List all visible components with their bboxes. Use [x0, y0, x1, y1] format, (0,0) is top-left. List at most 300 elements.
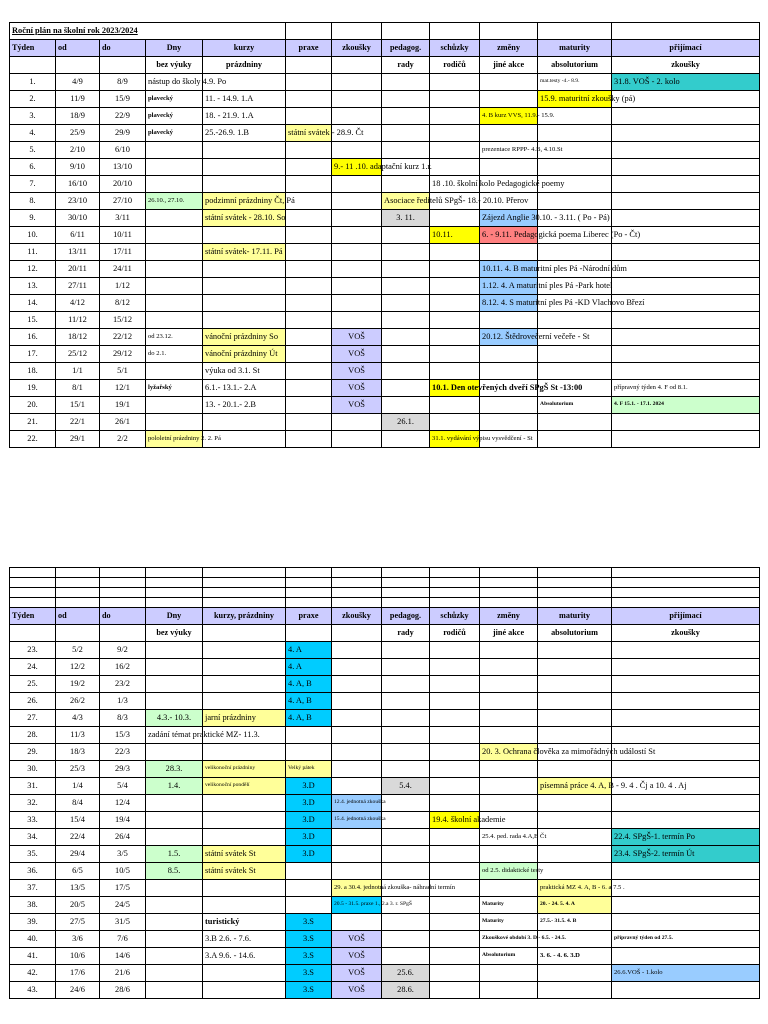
header-week	[10, 57, 56, 74]
cell-admission	[612, 159, 760, 176]
cell-maturity	[538, 193, 612, 210]
cell-from: 26/2	[56, 693, 100, 710]
cell-admission	[612, 329, 760, 346]
cell-parent-meetings	[430, 91, 480, 108]
cell-practice	[286, 278, 332, 295]
cell-days-off	[146, 363, 203, 380]
header-courses: kurzy, prázdniny	[203, 608, 286, 625]
table-row	[10, 227, 760, 244]
table-row	[10, 829, 760, 846]
table-row	[10, 74, 760, 91]
cell-practice: 4. A, B	[286, 710, 332, 727]
table-row	[10, 329, 760, 346]
header-admission: přijímací	[612, 608, 760, 625]
cell-other-events: Zkouškové období 3. D - 6.5. - 24.5.	[480, 931, 538, 948]
cell-courses	[203, 880, 286, 897]
cell-ped-board	[382, 812, 430, 829]
cell-from: 20/5	[56, 897, 100, 914]
cell-from: 27/5	[56, 914, 100, 931]
header-from	[56, 625, 100, 642]
cell-practice	[286, 261, 332, 278]
cell-to: 23/2	[100, 676, 146, 693]
cell-other-events	[480, 846, 538, 863]
cell-days-off: 1.5.	[146, 846, 203, 863]
cell-week: 39.	[10, 914, 56, 931]
cell-parent-meetings	[430, 693, 480, 710]
cell-from: 6/5	[56, 863, 100, 880]
cell-from: 23/10	[56, 193, 100, 210]
cell-days-off: do 2.1.	[146, 346, 203, 363]
cell-ped-board	[382, 931, 430, 948]
cell-week: 42.	[10, 965, 56, 982]
cell-days-off: od 23.12.	[146, 329, 203, 346]
table-row	[10, 397, 760, 414]
cell-exams	[332, 244, 382, 261]
cell-to: 8/12	[100, 295, 146, 312]
cell-from: 1/4	[56, 778, 100, 795]
cell-to: 27/10	[100, 193, 146, 210]
cell-days-off	[146, 159, 203, 176]
cell-admission	[612, 659, 760, 676]
cell-week: 19.	[10, 380, 56, 397]
header-other-events: změny	[480, 608, 538, 625]
cell-other-events	[480, 346, 538, 363]
cell-to: 29/12	[100, 346, 146, 363]
cell-exams: VOŠ	[332, 363, 382, 380]
cell-other-events: od 2.5. didaktické testy	[480, 863, 538, 880]
cell-maturity	[538, 659, 612, 676]
cell-from: 18/3	[56, 744, 100, 761]
table-row	[10, 91, 760, 108]
cell-exams: VOŠ	[332, 982, 382, 999]
header-practice	[286, 57, 332, 74]
cell-maturity	[538, 710, 612, 727]
header-week: Týden	[10, 40, 56, 57]
cell-week: 33.	[10, 812, 56, 829]
cell-days-off	[146, 261, 203, 278]
cell-courses: podzimní prázdniny Čt, Pá	[203, 193, 286, 210]
cell-days-off	[146, 227, 203, 244]
cell-other-events: 20. 3. Ochrana člověka za mimořádných událostí St	[480, 744, 538, 761]
cell-other-events: 25.4. ped. rada 4.A,B Čt	[480, 829, 538, 846]
cell-week: 5.	[10, 142, 56, 159]
cell-admission	[612, 125, 760, 142]
table-row	[10, 676, 760, 693]
cell-other-events: Absolutorium	[480, 948, 538, 965]
cell-exams	[332, 846, 382, 863]
cell-practice: 3.S	[286, 914, 332, 931]
cell-ped-board	[382, 91, 430, 108]
cell-admission	[612, 897, 760, 914]
header-parent-meetings: schůzky	[430, 40, 480, 57]
cell-practice: 3.D	[286, 829, 332, 846]
cell-admission	[612, 642, 760, 659]
cell-week: 16.	[10, 329, 56, 346]
cell-week: 37.	[10, 880, 56, 897]
cell-courses	[203, 159, 286, 176]
cell-other-events: 6. - 9.11. Pedagogická poema Liberec (Po - Čt)	[480, 227, 538, 244]
table-row	[10, 159, 760, 176]
cell-from: 18/9	[56, 108, 100, 125]
cell-admission	[612, 863, 760, 880]
cell-other-events	[480, 312, 538, 329]
cell-parent-meetings	[430, 142, 480, 159]
table-row	[10, 897, 760, 914]
cell-ped-board	[382, 261, 430, 278]
cell-exams: 20.5 - 31.5. praxe 1., 2.a 3. r. SPgŠ	[332, 897, 382, 914]
cell-from: 11/12	[56, 312, 100, 329]
header-maturity: maturity	[538, 608, 612, 625]
cell-maturity	[538, 965, 612, 982]
cell-to: 2/2	[100, 431, 146, 448]
header-from: od	[56, 40, 100, 57]
cell-days-off: 1.4.	[146, 778, 203, 795]
cell-from: 19/2	[56, 676, 100, 693]
cell-from: 12/2	[56, 659, 100, 676]
cell-week: 32.	[10, 795, 56, 812]
cell-to: 5/1	[100, 363, 146, 380]
cell-week: 2.	[10, 91, 56, 108]
cell-from: 16/10	[56, 176, 100, 193]
cell-practice	[286, 346, 332, 363]
page-title: Roční plán na školní rok 2023/2024	[10, 23, 286, 40]
cell-courses: jarní prázdniny	[203, 710, 286, 727]
cell-to: 29/9	[100, 125, 146, 142]
cell-admission: přípravný týden od 27.5.	[612, 931, 760, 948]
cell-other-events	[480, 91, 538, 108]
cell-week: 14.	[10, 295, 56, 312]
cell-courses: 13. - 20.1.- 2.B	[203, 397, 286, 414]
cell-parent-meetings	[430, 125, 480, 142]
cell-from: 20/11	[56, 261, 100, 278]
cell-practice: 3.D	[286, 812, 332, 829]
cell-parent-meetings: 19.4. školní akademie	[430, 812, 480, 829]
cell-from: 25/3	[56, 761, 100, 778]
cell-from: 18/12	[56, 329, 100, 346]
header-exams	[332, 57, 382, 74]
cell-days-off	[146, 210, 203, 227]
table-row	[10, 727, 760, 744]
cell-practice	[286, 880, 332, 897]
cell-practice: 4. A	[286, 659, 332, 676]
cell-exams	[332, 431, 382, 448]
cell-days-off: 8.5.	[146, 863, 203, 880]
cell-week: 29.	[10, 744, 56, 761]
cell-to: 8/9	[100, 74, 146, 91]
cell-ped-board	[382, 74, 430, 91]
cell-admission	[612, 761, 760, 778]
cell-practice: Velký pátek	[286, 761, 332, 778]
cell-maturity: Absolutorium	[538, 397, 612, 414]
header-from	[56, 57, 100, 74]
cell-parent-meetings	[430, 761, 480, 778]
cell-practice: 4. A	[286, 642, 332, 659]
cell-admission	[612, 727, 760, 744]
cell-from: 17/6	[56, 965, 100, 982]
table-row	[10, 414, 760, 431]
header-ped-board: rady	[382, 57, 430, 74]
header-maturity: maturity	[538, 40, 612, 57]
cell-maturity	[538, 795, 612, 812]
plan-table-second-half	[9, 567, 760, 999]
cell-week: 23.	[10, 642, 56, 659]
cell-ped-board	[382, 397, 430, 414]
cell-ped-board	[382, 125, 430, 142]
cell-other-events	[480, 676, 538, 693]
cell-other-events	[480, 880, 538, 897]
cell-to: 5/4	[100, 778, 146, 795]
cell-ped-board	[382, 108, 430, 125]
table-row	[10, 778, 760, 795]
header-practice: praxe	[286, 608, 332, 625]
cell-week: 25.	[10, 676, 56, 693]
cell-maturity	[538, 363, 612, 380]
cell-other-events: Maturity	[480, 914, 538, 931]
cell-other-events	[480, 363, 538, 380]
cell-courses	[203, 982, 286, 999]
cell-week: 21.	[10, 414, 56, 431]
cell-courses: státní svátek- 17.11. Pá	[203, 244, 286, 261]
header-row-1	[10, 40, 760, 57]
cell-from: 5/2	[56, 642, 100, 659]
header-other-events: jiné akce	[480, 57, 538, 74]
header-from: od	[56, 608, 100, 625]
cell-from: 27/11	[56, 278, 100, 295]
cell-parent-meetings: 10.1. Den otevřených dveří SPgŠ St -13:00	[430, 380, 480, 397]
table-row	[10, 710, 760, 727]
cell-days-off: 4.3.- 10.3.	[146, 710, 203, 727]
cell-maturity	[538, 982, 612, 999]
header-other-events: změny	[480, 40, 538, 57]
table-row	[10, 210, 760, 227]
cell-ped-board	[382, 380, 430, 397]
cell-courses: státní svátek St	[203, 846, 286, 863]
header-exams: zkoušky	[332, 608, 382, 625]
cell-ped-board	[382, 642, 430, 659]
cell-to: 10/5	[100, 863, 146, 880]
cell-week: 18.	[10, 363, 56, 380]
cell-admission: 22.4. SPgŠ-1. termín Po	[612, 829, 760, 846]
cell-practice: 3.S	[286, 982, 332, 999]
cell-days-off	[146, 931, 203, 948]
cell-parent-meetings	[430, 795, 480, 812]
cell-exams	[332, 829, 382, 846]
cell-courses	[203, 812, 286, 829]
cell-parent-meetings	[430, 965, 480, 982]
cell-admission	[612, 414, 760, 431]
cell-week: 41.	[10, 948, 56, 965]
cell-admission	[612, 948, 760, 965]
cell-maturity: 3. 6. - 4. 6. 3.D	[538, 948, 612, 965]
cell-maturity: 15.9. maturitní zkoušky (pá)	[538, 91, 612, 108]
cell-ped-board	[382, 363, 430, 380]
cell-week: 40.	[10, 931, 56, 948]
header-days-off: Dny	[146, 40, 203, 57]
cell-courses	[203, 142, 286, 159]
table-row	[10, 312, 760, 329]
cell-exams	[332, 863, 382, 880]
cell-week: 13.	[10, 278, 56, 295]
cell-from: 25/12	[56, 346, 100, 363]
cell-practice	[286, 397, 332, 414]
cell-exams	[332, 744, 382, 761]
cell-parent-meetings: 18 .10. školní kolo Pedagogické poemy	[430, 176, 480, 193]
cell-from: 29/4	[56, 846, 100, 863]
cell-days-off	[146, 982, 203, 999]
cell-parent-meetings	[430, 982, 480, 999]
cell-courses	[203, 176, 286, 193]
cell-other-events	[480, 397, 538, 414]
cell-courses: 6.1.- 13.1.- 2.A	[203, 380, 286, 397]
plan-table-first-half	[9, 22, 760, 448]
cell-ped-board	[382, 948, 430, 965]
cell-exams	[332, 91, 382, 108]
cell-parent-meetings	[430, 863, 480, 880]
cell-week: 17.	[10, 346, 56, 363]
cell-practice	[286, 431, 332, 448]
cell-ped-board	[382, 761, 430, 778]
cell-days-off: plavecký	[146, 91, 203, 108]
cell-ped-board: 26.1.	[382, 414, 430, 431]
cell-week: 3.	[10, 108, 56, 125]
cell-days-off	[146, 397, 203, 414]
cell-exams: 29. a 30.4. jednotná zkouška- náhradní termín	[332, 880, 382, 897]
cell-maturity	[538, 863, 612, 880]
cell-to: 13/10	[100, 159, 146, 176]
header-ped-board: pedagog.	[382, 40, 430, 57]
header-to	[100, 57, 146, 74]
cell-from: 6/11	[56, 227, 100, 244]
cell-parent-meetings	[430, 210, 480, 227]
cell-exams	[332, 710, 382, 727]
cell-ped-board: 3. 11.	[382, 210, 430, 227]
cell-maturity	[538, 676, 612, 693]
cell-maturity	[538, 693, 612, 710]
cell-ped-board	[382, 829, 430, 846]
cell-maturity: písemná práce 4. A, B - 9. 4 . Čj a 10. 4 . Aj	[538, 778, 612, 795]
table-row	[10, 761, 760, 778]
cell-ped-board	[382, 312, 430, 329]
cell-ped-board	[382, 693, 430, 710]
header-days-off: bez výuky	[146, 625, 203, 642]
cell-days-off	[146, 642, 203, 659]
cell-week: 35.	[10, 846, 56, 863]
header-parent-meetings: schůzky	[430, 608, 480, 625]
cell-other-events: Zájezd Anglie 30.10. - 3.11. ( Po - Pá)	[480, 210, 538, 227]
table-row	[10, 744, 760, 761]
cell-exams	[332, 278, 382, 295]
cell-parent-meetings	[430, 108, 480, 125]
cell-courses: výuka od 3.1. St	[203, 363, 286, 380]
table-row	[10, 693, 760, 710]
table-row	[10, 108, 760, 125]
cell-ped-board: 25.6.	[382, 965, 430, 982]
cell-from: 8/1	[56, 380, 100, 397]
cell-maturity	[538, 346, 612, 363]
cell-other-events	[480, 727, 538, 744]
cell-days-off	[146, 312, 203, 329]
cell-other-events: 1.12. 4. A maturitní ples Pá -Park hotel	[480, 278, 538, 295]
cell-admission	[612, 710, 760, 727]
header-admission: přijímací	[612, 40, 760, 57]
cell-week: 7.	[10, 176, 56, 193]
cell-admission	[612, 676, 760, 693]
header-admission: zkoušky	[612, 57, 760, 74]
table-row	[10, 931, 760, 948]
cell-exams: VOŠ	[332, 931, 382, 948]
cell-week: 11.	[10, 244, 56, 261]
cell-admission: 31.8. VOŠ - 2. kolo	[612, 74, 760, 91]
cell-other-events	[480, 74, 538, 91]
header-row-2	[10, 57, 760, 74]
header-courses: prázdniny	[203, 57, 286, 74]
cell-from: 4/12	[56, 295, 100, 312]
table-row	[10, 278, 760, 295]
cell-other-events: 4. B kurz VVS, 11.9.- 15.9.	[480, 108, 538, 125]
cell-parent-meetings	[430, 897, 480, 914]
cell-other-events: 10.11. 4. B maturitní ples Pá -Národní dům	[480, 261, 538, 278]
cell-practice: 3.D	[286, 778, 332, 795]
cell-courses	[203, 278, 286, 295]
cell-days-off	[146, 897, 203, 914]
cell-exams	[332, 761, 382, 778]
cell-ped-board: 28.6.	[382, 982, 430, 999]
cell-practice	[286, 897, 332, 914]
cell-to: 15/12	[100, 312, 146, 329]
cell-ped-board	[382, 329, 430, 346]
cell-admission	[612, 693, 760, 710]
cell-exams	[332, 778, 382, 795]
cell-parent-meetings	[430, 829, 480, 846]
cell-admission	[612, 346, 760, 363]
cell-days-off	[146, 744, 203, 761]
table-row	[10, 363, 760, 380]
cell-to: 3/5	[100, 846, 146, 863]
cell-ped-board	[382, 278, 430, 295]
cell-days-off	[146, 142, 203, 159]
cell-to: 24/11	[100, 261, 146, 278]
cell-days-off: 26.10., 27.10.	[146, 193, 203, 210]
cell-courses	[203, 414, 286, 431]
cell-to: 22/3	[100, 744, 146, 761]
header-to: do	[100, 608, 146, 625]
cell-parent-meetings	[430, 261, 480, 278]
cell-week: 36.	[10, 863, 56, 880]
cell-exams: VOŠ	[332, 329, 382, 346]
cell-to: 20/10	[100, 176, 146, 193]
table-row	[10, 965, 760, 982]
cell-days-off: nástup do školy 4.9. Po	[146, 74, 203, 91]
cell-exams: VOŠ	[332, 346, 382, 363]
cell-from: 4/3	[56, 710, 100, 727]
cell-practice	[286, 227, 332, 244]
cell-courses	[203, 261, 286, 278]
header-row-1	[10, 608, 760, 625]
cell-exams	[332, 312, 382, 329]
cell-exams	[332, 414, 382, 431]
cell-exams: 12.4. jednotná zkouška	[332, 795, 382, 812]
cell-week: 10.	[10, 227, 56, 244]
cell-from: 13/5	[56, 880, 100, 897]
cell-days-off	[146, 278, 203, 295]
header-exams: zkoušky	[332, 40, 382, 57]
cell-other-events	[480, 965, 538, 982]
cell-ped-board: Asociace ředitelů SPgŠ- 18.- 20.10. Přerov	[382, 193, 430, 210]
cell-days-off	[146, 295, 203, 312]
cell-maturity	[538, 414, 612, 431]
cell-other-events: 8.12. 4. S maturitní ples Pá -KD Vlachovo Březí	[480, 295, 538, 312]
table-row	[10, 244, 760, 261]
